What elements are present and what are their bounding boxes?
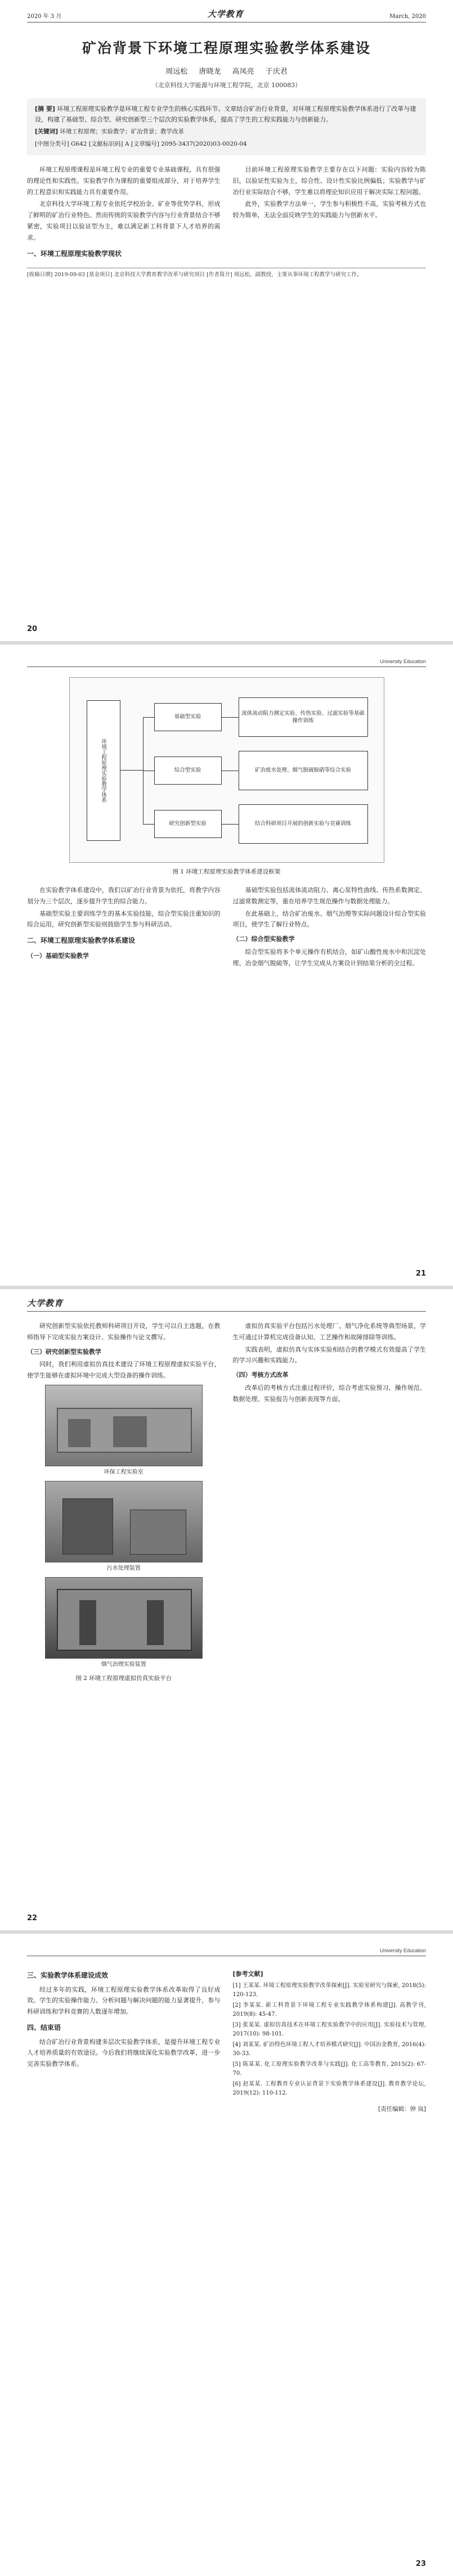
section-heading: 四、结束语 xyxy=(27,2023,61,2032)
paragraph: 经过多年的实践，环境工程原理实验教学体系改革取得了良好成效。学生的实验操作能力、分析问题与解决问题的能力显著提升，参与科研训练和学科竞赛的人数逐年增加。 xyxy=(27,1985,221,2016)
article-authors: 周远松 唐晓龙 高凤亮 于庆君 xyxy=(165,67,288,76)
flow-detail-box: 结合科研项目开展的创新实验与竞赛训练 xyxy=(239,804,368,844)
article-affiliation: （北京科技大学能源与环境工程学院，北京 100083） xyxy=(151,82,302,89)
keywords-label: [关键词] xyxy=(35,128,59,136)
running-header xyxy=(27,645,426,667)
section-heading: 二、环境工程原理实验教学体系建设 xyxy=(27,936,136,945)
photo-caption: 烟气治理实验装置 xyxy=(101,1661,146,1668)
equipment-photo xyxy=(45,1481,203,1562)
reference-list xyxy=(233,1981,427,2098)
flow-connector xyxy=(143,824,154,825)
journal-brand: University Education xyxy=(379,1948,426,1953)
flow-level-box: 基础型实验 xyxy=(154,703,222,731)
figure-caption: 图 2 环境工程原理虚拟仿真实验平台 xyxy=(75,1674,172,1682)
flow-level-box: 综合型实验 xyxy=(154,756,222,785)
photo-caption: 环保工程实验室 xyxy=(104,1469,143,1475)
paragraph: 目前环境工程原理实验教学主要存在以下问题：实验内容较为陈旧，以验证性实验为主，综合性、设计性实验比例偏低；实验教学与矿冶行业实际结合不够，学生难以将理论知识应用于解决实际工程问题。 xyxy=(232,166,426,196)
p2-column-left xyxy=(27,885,221,970)
flow-level-box: 研究创新型实验 xyxy=(154,810,222,838)
paragraph: 改革后的考核方式注重过程评价，综合考虑实验预习、操作规范、数据处理、实验报告与创新表现等方面。 xyxy=(232,1384,426,1403)
running-header xyxy=(27,0,426,22)
journal-logo: 大学教育 xyxy=(207,9,244,19)
photo-caption: 污水处理装置 xyxy=(106,1565,141,1571)
paragraph: 基础型实验包括流体流动阻力、离心泵特性曲线、传热系数测定、过滤常数测定等，重在培养学生规范操作与数据处理能力。 xyxy=(232,886,426,905)
paragraph: 同时，我们利用虚拟仿真技术建设了环境工程原理虚拟实验平台，使学生能够在虚拟环境中完成大型设备的操作训练。 xyxy=(27,1361,221,1380)
journal-logo: 大学教育 xyxy=(27,1298,64,1308)
figure-caption: 图 1 环境工程原理实验教学体系建设框架 xyxy=(172,868,281,875)
page-number: 23 xyxy=(415,2560,426,2568)
footnote: [收稿日期] 2019-09-03 [基金项目] 北京科技大学教育教学改革与研究项目 [作者简介] 周远松，副教授，主要从事环境工程教学与研究工作。 xyxy=(27,268,426,279)
paragraph: 此外，实验教学方法单一，学生参与积极性不高，实验考核方式也较为简单，无法全面反映学生的实践能力与创新水平。 xyxy=(232,200,426,219)
paragraph: 北京科技大学环境工程专业依托学校冶金、矿业等优势学科，形成了鲜明的矿冶行业特色。然而传统的实验教学内容与行业背景结合不够紧密，实验项目以验证型为主，难以满足新工科背景下人才培养的需求。 xyxy=(27,200,221,241)
reference-item: [5] 陈某某. 化工原理实验教学改革与实践[J]. 化工高等教育, 2015(2): 67-70. xyxy=(232,2061,426,2077)
subsection-heading: （一）基础型实验教学 xyxy=(27,952,89,960)
paragraph: 在实验教学体系建设中，我们以矿冶行业背景为依托，将教学内容划分为三个层次，逐步提升学生的综合能力。 xyxy=(27,886,221,905)
page-2 xyxy=(0,645,453,1286)
section-heading: 一、环境工程原理实验教学现状 xyxy=(27,249,122,258)
paragraph: 环境工程原理课程是环境工程专业的重要专业基础课程，具有很强的理论性和实践性。实验教学作为课程的重要组成部分，对于培养学生的工程意识和实践能力具有重要作用。 xyxy=(27,166,221,196)
abstract-text: 环境工程原理实验教学是环境工程专业学生的核心实践环节。文章结合矿冶行业背景，对环境工程原理实验教学体系进行了改革与建设，构建了基础型、综合型、研究创新型三个层次的实验教学体系，提高了学生的工程实践能力与创新能力。 xyxy=(35,105,416,123)
flow-detail-box: 矿冶废水处理、烟气脱硫脱硝等综合实验 xyxy=(239,751,368,790)
p3-column-right xyxy=(233,1321,427,1692)
abstract-box xyxy=(27,98,426,155)
paragraph: 基础型实验主要训练学生的基本实验技能，综合型实验注重知识的综合运用，研究创新型实验则鼓励学生参与科研活动。 xyxy=(27,909,221,929)
p1-column-left xyxy=(27,164,221,262)
lab-photo xyxy=(45,1385,203,1466)
journal-brand: University Education xyxy=(379,659,426,664)
keywords-text: 环境工程原理；实验教学；矿冶背景；教学改革 xyxy=(60,128,184,136)
p1-column-right xyxy=(233,164,427,262)
page-number: 22 xyxy=(27,1914,38,1922)
running-header xyxy=(27,1934,426,1956)
paragraph: 研究创新型实验依托教师科研项目开设，学生可以自主选题，在教师指导下完成实验方案设计、实验操作与论文撰写。 xyxy=(27,1322,221,1341)
reference-item: [6] 赵某某. 工程教育专业认证背景下实验教学体系建设[J]. 教育教学论坛, 2019(12): 110-112. xyxy=(232,2080,426,2097)
section-heading: 三、实验教学体系建设成效 xyxy=(27,1971,109,1979)
paragraph: 在此基础上，结合矿冶废水、烟气治理等实际问题设计综合型实验项目，使学生了解行业特点。 xyxy=(232,909,426,929)
p2-column-right xyxy=(233,885,427,970)
page-1 xyxy=(0,0,453,641)
subsection-heading: （三）研究创新型实验教学 xyxy=(27,1348,101,1355)
reference-item: [1] 王某某. 环境工程原理实验教学改革探索[J]. 实验室研究与探索, 2018(5): 120-123. xyxy=(232,1982,426,1998)
article-title: 矿冶背景下环境工程原理实验教学体系建设 xyxy=(82,40,371,56)
issue-right: March, 2020 xyxy=(389,13,426,20)
page-3 xyxy=(0,1289,453,1930)
flow-connector xyxy=(143,717,154,718)
issue-left: 2020 年 3 月 xyxy=(27,13,62,20)
p3-column-left xyxy=(27,1321,221,1692)
reference-item: [2] 李某某. 新工科背景下环境工程专业实践教学体系构建[J]. 高教学刊, 2019(8): 45-47. xyxy=(232,2002,426,2018)
page-4 xyxy=(0,1934,453,2576)
p4-column-right xyxy=(233,1965,427,2115)
paragraph: 结合矿冶行业背景构建多层次实验教学体系，是提升环境工程专业人才培养质量的有效途径。今后我们将继续深化实验教学改革，进一步完善实验教学体系。 xyxy=(27,2038,221,2068)
subsection-heading: （四）考核方式改革 xyxy=(232,1371,289,1379)
flow-detail-box: 流体流动阻力测定实验、传热实验、过滤实验等基础操作训练 xyxy=(239,697,368,737)
page-number: 20 xyxy=(27,625,38,633)
classification-line: [中图分类号] G642 [文献标识码] A [文章编号] 2095-3437(2020)03-0020-04 xyxy=(35,141,247,148)
paragraph: 综合型实验将多个单元操作有机结合，如矿山酸性废水中和沉淀处理、冶金烟气脱硫等，让学生完成从方案设计到结果分析的全过程。 xyxy=(232,948,426,967)
reference-item: [3] 张某某. 虚拟仿真技术在环境工程实验教学中的应用[J]. 实验技术与管理, 2017(10): 98-101. xyxy=(232,2021,426,2038)
flow-root-box: 环境工程原理实验教学体系 xyxy=(87,700,120,841)
running-header xyxy=(27,1289,426,1312)
paragraph: 实践表明，虚拟仿真与实体实验相结合的教学模式有效提高了学生的学习兴趣和实践能力。 xyxy=(232,1345,426,1364)
framework-figure xyxy=(69,677,384,863)
abstract-label: [摘 要] xyxy=(35,105,55,112)
page-number: 21 xyxy=(415,1269,426,1278)
flow-connector xyxy=(222,717,239,718)
subsection-heading: （二）综合型实验教学 xyxy=(232,935,295,943)
references-heading: [参考文献] xyxy=(232,1970,263,1978)
reference-item: [4] 刘某某. 矿冶特色环境工程人才培养模式研究[J]. 中国冶金教育, 2016(4): 30-33. xyxy=(232,2041,426,2057)
flue-gas-photo xyxy=(45,1577,203,1659)
paragraph: 虚拟仿真实验平台包括污水处理厂、烟气净化系统等典型场景，学生可通过计算机完成设备认知、工艺操作和故障排除等训练。 xyxy=(232,1322,426,1341)
editor-credit: [责任编辑：钟 岚] xyxy=(378,2105,426,2113)
p4-column-left xyxy=(27,1965,221,2115)
flow-connector xyxy=(120,770,143,771)
flow-connector xyxy=(222,824,239,825)
